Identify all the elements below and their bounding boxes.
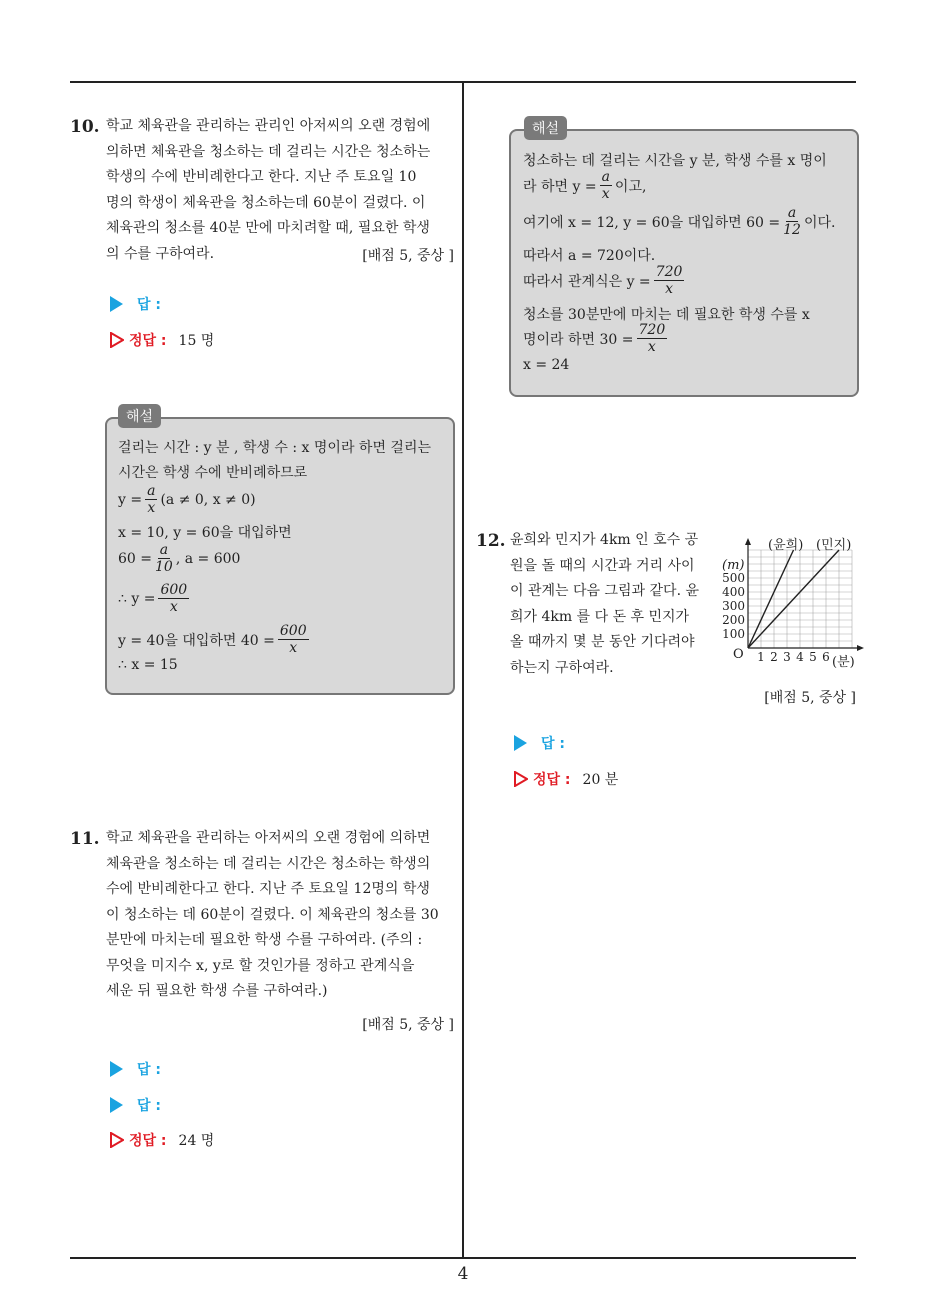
y-tick-label: 300 [722,599,745,613]
column-divider [462,83,464,1258]
correct-arrow-icon [110,332,124,348]
correct-arrow-icon [110,1132,124,1148]
answer-label: 답 : [137,297,161,313]
page-number: 4 [457,1264,469,1284]
question-11-meta: [배점 5, 중상 ] [362,1017,454,1033]
question-text-line: 의하면 체육관을 청소하는 데 걸리는 시간은 청소하는 [106,143,431,160]
question-text-line: 체육관을 청소하는 데 걸리는 시간은 청소하는 학생의 [106,855,431,872]
origin-label: O [733,647,744,662]
correct-answer-line [110,1130,214,1150]
explanation-line: 따라서 a = 720이다. [523,248,656,264]
correct-value: 24 명 [178,1133,215,1149]
series-label-minji: (민지) [816,538,852,553]
question-text-line: 이 관계는 다음 그림과 같다. 윤 [510,583,699,599]
answer-arrow-icon [110,296,123,312]
formula-lhs: 라 하면 y = [523,178,597,195]
question-11-text [106,826,456,1005]
bottom-rule [70,1257,856,1259]
answer-label: 답 : [137,1098,161,1114]
x-tick-label: 1 [757,650,765,664]
explanation-line: 청소를 30분만에 마치는 데 필요한 학생 수를 x [523,307,810,323]
correct-label: 정답 : [533,772,571,788]
correct-label: 정답 : [129,1133,167,1149]
formula-lhs: y = [118,491,143,508]
fraction: $\frac{600}{x}$ [160,582,188,615]
question-12-meta: [배점 5, 중상 ] [764,690,856,706]
question-text-line: 희가 4km 를 다 돈 후 민지가 [510,608,690,625]
formula-lhs: ∴ y = [118,590,156,607]
explanation-line: x = 24 [523,357,570,373]
correct-answer-line [514,769,618,789]
formula-lhs: 60 = [118,550,152,567]
correct-label: 정답 : [129,333,167,349]
fraction: $\frac{a}{x}$ [147,483,156,516]
question-text-line: 이 청소하는 데 60분이 걸렸다. 이 체육관의 청소를 30 [106,906,439,923]
question-text-line: 학교 체육관을 관리하는 관리인 아저씨의 오랜 경험에 [106,118,431,134]
explanation-tag: 해설 [118,404,161,428]
series-label-yunhee: (윤희) [768,538,804,553]
fraction: $\frac{a}{12}$ [783,205,801,238]
x-axis-label: (분) [832,655,855,670]
explanation-line: 청소하는 데 걸리는 시간을 y 분, 학생 수를 x 명이 [523,153,827,169]
fraction: $\frac{a}{10}$ [155,542,173,575]
formula-rhs: 이고, [614,178,647,195]
question-text-line: 수에 반비례한다고 한다. 지난 주 토요일 12명의 학생 [106,881,430,897]
y-axis-arrow [745,538,751,545]
fraction: $\frac{600}{x}$ [279,623,307,656]
answer-arrow-icon [110,1061,123,1077]
explanation-line: x = 10, y = 60을 대입하면 [118,525,292,541]
question-text-line: 체육관의 청소를 40분 만에 마치려할 때, 필요한 학생 [106,220,430,236]
explanation-tag: 해설 [524,116,567,140]
explanation-line [118,623,312,656]
question-text-line: 학생의 수에 반비례한다고 한다. 지난 주 토요일 10 [106,169,417,185]
y-axis-label: (m) [722,558,745,573]
explanation-line [523,322,670,355]
y-tick-label: 500 [722,571,745,585]
formula-lhs: 명이라 하면 30 = [523,331,634,348]
x-tick-label: 2 [770,650,778,664]
question-text-line: 세운 뒤 필요한 학생 수를 구하여라.) [106,983,328,999]
answer-label: 답 : [541,736,565,752]
fraction: $\frac{720}{x}$ [655,264,683,297]
explanation-line [523,169,646,202]
answer-arrow-icon [110,1097,123,1113]
x-axis-arrow [857,645,864,651]
y-tick-label: 100 [722,627,745,641]
explanation-line: ∴ x = 15 [118,657,178,673]
correct-arrow-icon [514,771,528,787]
question-12-number: 12. [476,531,506,551]
formula-lhs: 여기에 x = 12, y = 60을 대입하면 60 = [523,214,781,231]
explanation-line: 걸리는 시간 : y 분 , 학생 수 : x 명이라 하면 걸리는 [118,440,431,456]
y-tick-label: 200 [722,613,745,627]
question-text-line: 윤희와 민지가 4km 인 호수 공 [510,532,699,548]
question-text-line: 명의 학생이 체육관을 청소하는데 60분이 걸렸다. 이 [106,194,426,211]
x-tick-label: 6 [822,650,830,664]
correct-value: 20 분 [582,772,619,788]
x-tick-label: 4 [796,650,804,664]
answer-line[interactable] [110,1095,161,1115]
answer-line[interactable] [110,1059,161,1079]
answer-label: 답 : [137,1062,161,1078]
question-text-line: 올 때까지 몇 분 동안 기다려야 [510,634,695,650]
question-text-line: 하는지 구하여라. [510,659,614,676]
fraction: $\frac{a}{x}$ [601,169,610,202]
formula-rhs: , a = 600 [175,550,241,567]
question-12-text [510,528,710,681]
distance-time-graph [718,530,868,670]
explanation-line [523,264,687,297]
question-text-line: 무엇을 미지수 x, y로 할 것인가를 정하고 관계식을 [106,957,415,974]
formula-lhs: y = 40을 대입하면 40 = [118,632,275,649]
question-text-line: 의 수를 구하여라. [106,245,215,262]
question-text-line: 학교 체육관을 관리하는 아저씨의 오랜 경험에 의하면 [106,830,431,846]
formula-lhs: 따라서 관계식은 y = [523,273,651,290]
explanation-line [523,205,835,238]
x-tick-label: 5 [809,650,817,664]
question-10-number: 10. [70,117,100,137]
fraction: $\frac{720}{x}$ [638,322,666,355]
explanation-line [118,483,256,516]
y-tick-label: 400 [722,585,745,599]
explanation-line [118,542,240,575]
explanation-line: 시간은 학생 수에 반비례하므로 [118,465,308,481]
question-11-number: 11. [70,829,100,849]
correct-value: 15 명 [178,333,215,349]
question-text-line: 원을 돌 때의 시간과 거리 사이 [510,557,695,574]
x-tick-label: 3 [783,650,791,664]
explanation-line [118,582,192,615]
formula-rhs: 이다. [803,214,836,231]
question-10-meta: [배점 5, 중상 ] [362,248,454,264]
answer-arrow-icon [514,735,527,751]
formula-rhs: (a ≠ 0, x ≠ 0) [160,491,256,508]
correct-answer-line [110,330,214,350]
question-text-line: 분만에 마치는데 필요한 학생 수를 구하여라. (주의 : [106,932,423,948]
answer-line[interactable] [514,733,565,753]
answer-line[interactable] [110,294,161,314]
